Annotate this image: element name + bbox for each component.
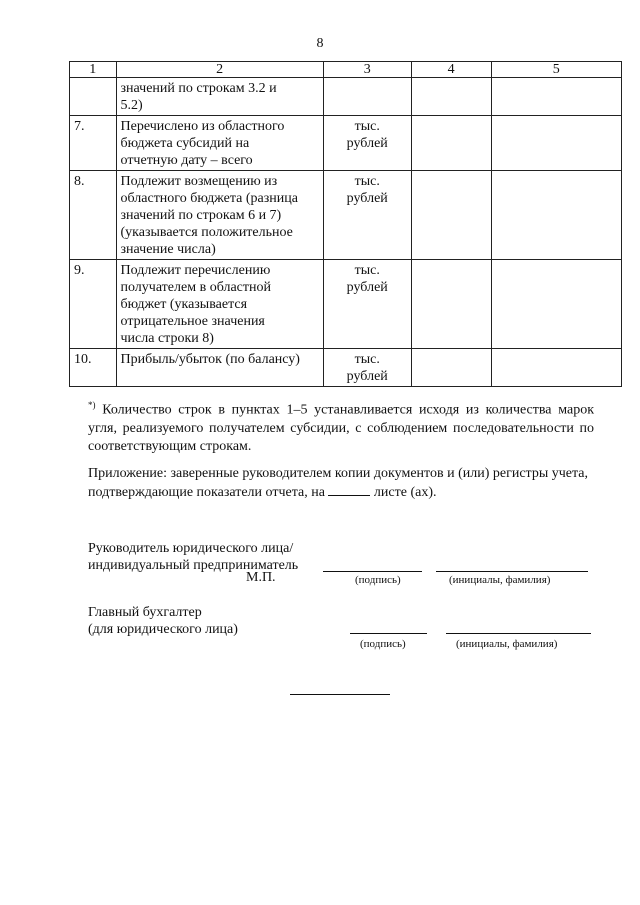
appendix-note	[88, 465, 598, 502]
accountant-signature-caption: (подпись)	[360, 638, 406, 650]
header-col-5: 5	[491, 62, 621, 78]
table-row	[70, 171, 622, 260]
stamp-label: М.П.	[246, 570, 276, 585]
table-row	[70, 349, 622, 387]
row-number: 9.	[70, 260, 117, 349]
row-number	[70, 78, 117, 116]
closing-separator-line	[290, 694, 390, 695]
row-value-col-4	[411, 78, 491, 116]
row-number: 10.	[70, 349, 117, 387]
row-value-col-5	[491, 116, 621, 171]
row-unit: тыс. рублей	[323, 349, 411, 387]
head-title-line-2: индивидуальный предприниматель	[88, 558, 299, 573]
head-signature-line	[323, 571, 422, 572]
row-unit: тыс. рублей	[323, 260, 411, 349]
head-title-line-1: Руководитель юридического лица/	[88, 541, 294, 556]
accountant-name-caption: (инициалы, фамилия)	[456, 638, 558, 650]
page-number: 8	[316, 36, 324, 51]
report-table	[69, 61, 622, 387]
row-unit	[323, 78, 411, 116]
table-row	[70, 78, 622, 116]
head-name-caption: (инициалы, фамилия)	[449, 574, 551, 586]
row-value-col-4	[411, 171, 491, 260]
accountant-title-line-2: (для юридического лица)	[88, 622, 238, 637]
head-name-line	[436, 571, 588, 572]
footnote	[88, 396, 594, 456]
row-number: 7.	[70, 116, 117, 171]
header-col-1: 1	[70, 62, 117, 78]
accountant-name-line	[446, 633, 591, 634]
row-number: 8.	[70, 171, 117, 260]
row-value-col-5	[491, 171, 621, 260]
row-value-col-5	[491, 260, 621, 349]
row-name: Подлежит перечислению получателем в областной бюджет (указывается отрицательное значения числа строки 8)	[116, 260, 323, 349]
accountant-title-line-1: Главный бухгалтер	[88, 605, 202, 620]
header-col-2: 2	[116, 62, 323, 78]
row-value-col-5	[491, 349, 621, 387]
row-value-col-4	[411, 116, 491, 171]
row-name: Прибыль/убыток (по балансу)	[116, 349, 323, 387]
row-value-col-4	[411, 349, 491, 387]
table-row	[70, 260, 622, 349]
appendix-text: Приложение: заверенные руководителем копии документов и (или) регистры учета, подтверждающие показатели отчета, на	[88, 466, 588, 500]
sheet-count-blank	[328, 483, 370, 496]
table-header-row	[70, 62, 622, 78]
row-name: Перечислено из областного бюджета субсидий на отчетную дату – всего	[116, 116, 323, 171]
table-row	[70, 116, 622, 171]
head-signature-caption: (подпись)	[355, 574, 401, 586]
accountant-signature-line	[350, 633, 427, 634]
row-name: Подлежит возмещению из областного бюджета (разница значений по строкам 6 и 7) (указывается положительное значение числа)	[116, 171, 323, 260]
row-value-col-4	[411, 260, 491, 349]
row-unit: тыс. рублей	[323, 116, 411, 171]
footnote-text: Количество строк в пунктах 1–5 устанавливается исходя из количества марок угля, реализуемого получателем субсидии, с соблюдением последовательности по соответствующим строкам.	[88, 402, 595, 454]
header-col-4: 4	[411, 62, 491, 78]
header-col-3: 3	[323, 62, 411, 78]
footnote-marker: *)	[88, 400, 96, 410]
row-name: значений по строкам 3.2 и 5.2)	[116, 78, 323, 116]
appendix-text-end: листе (ах).	[373, 485, 437, 500]
row-unit: тыс. рублей	[323, 171, 411, 260]
row-value-col-5	[491, 78, 621, 116]
